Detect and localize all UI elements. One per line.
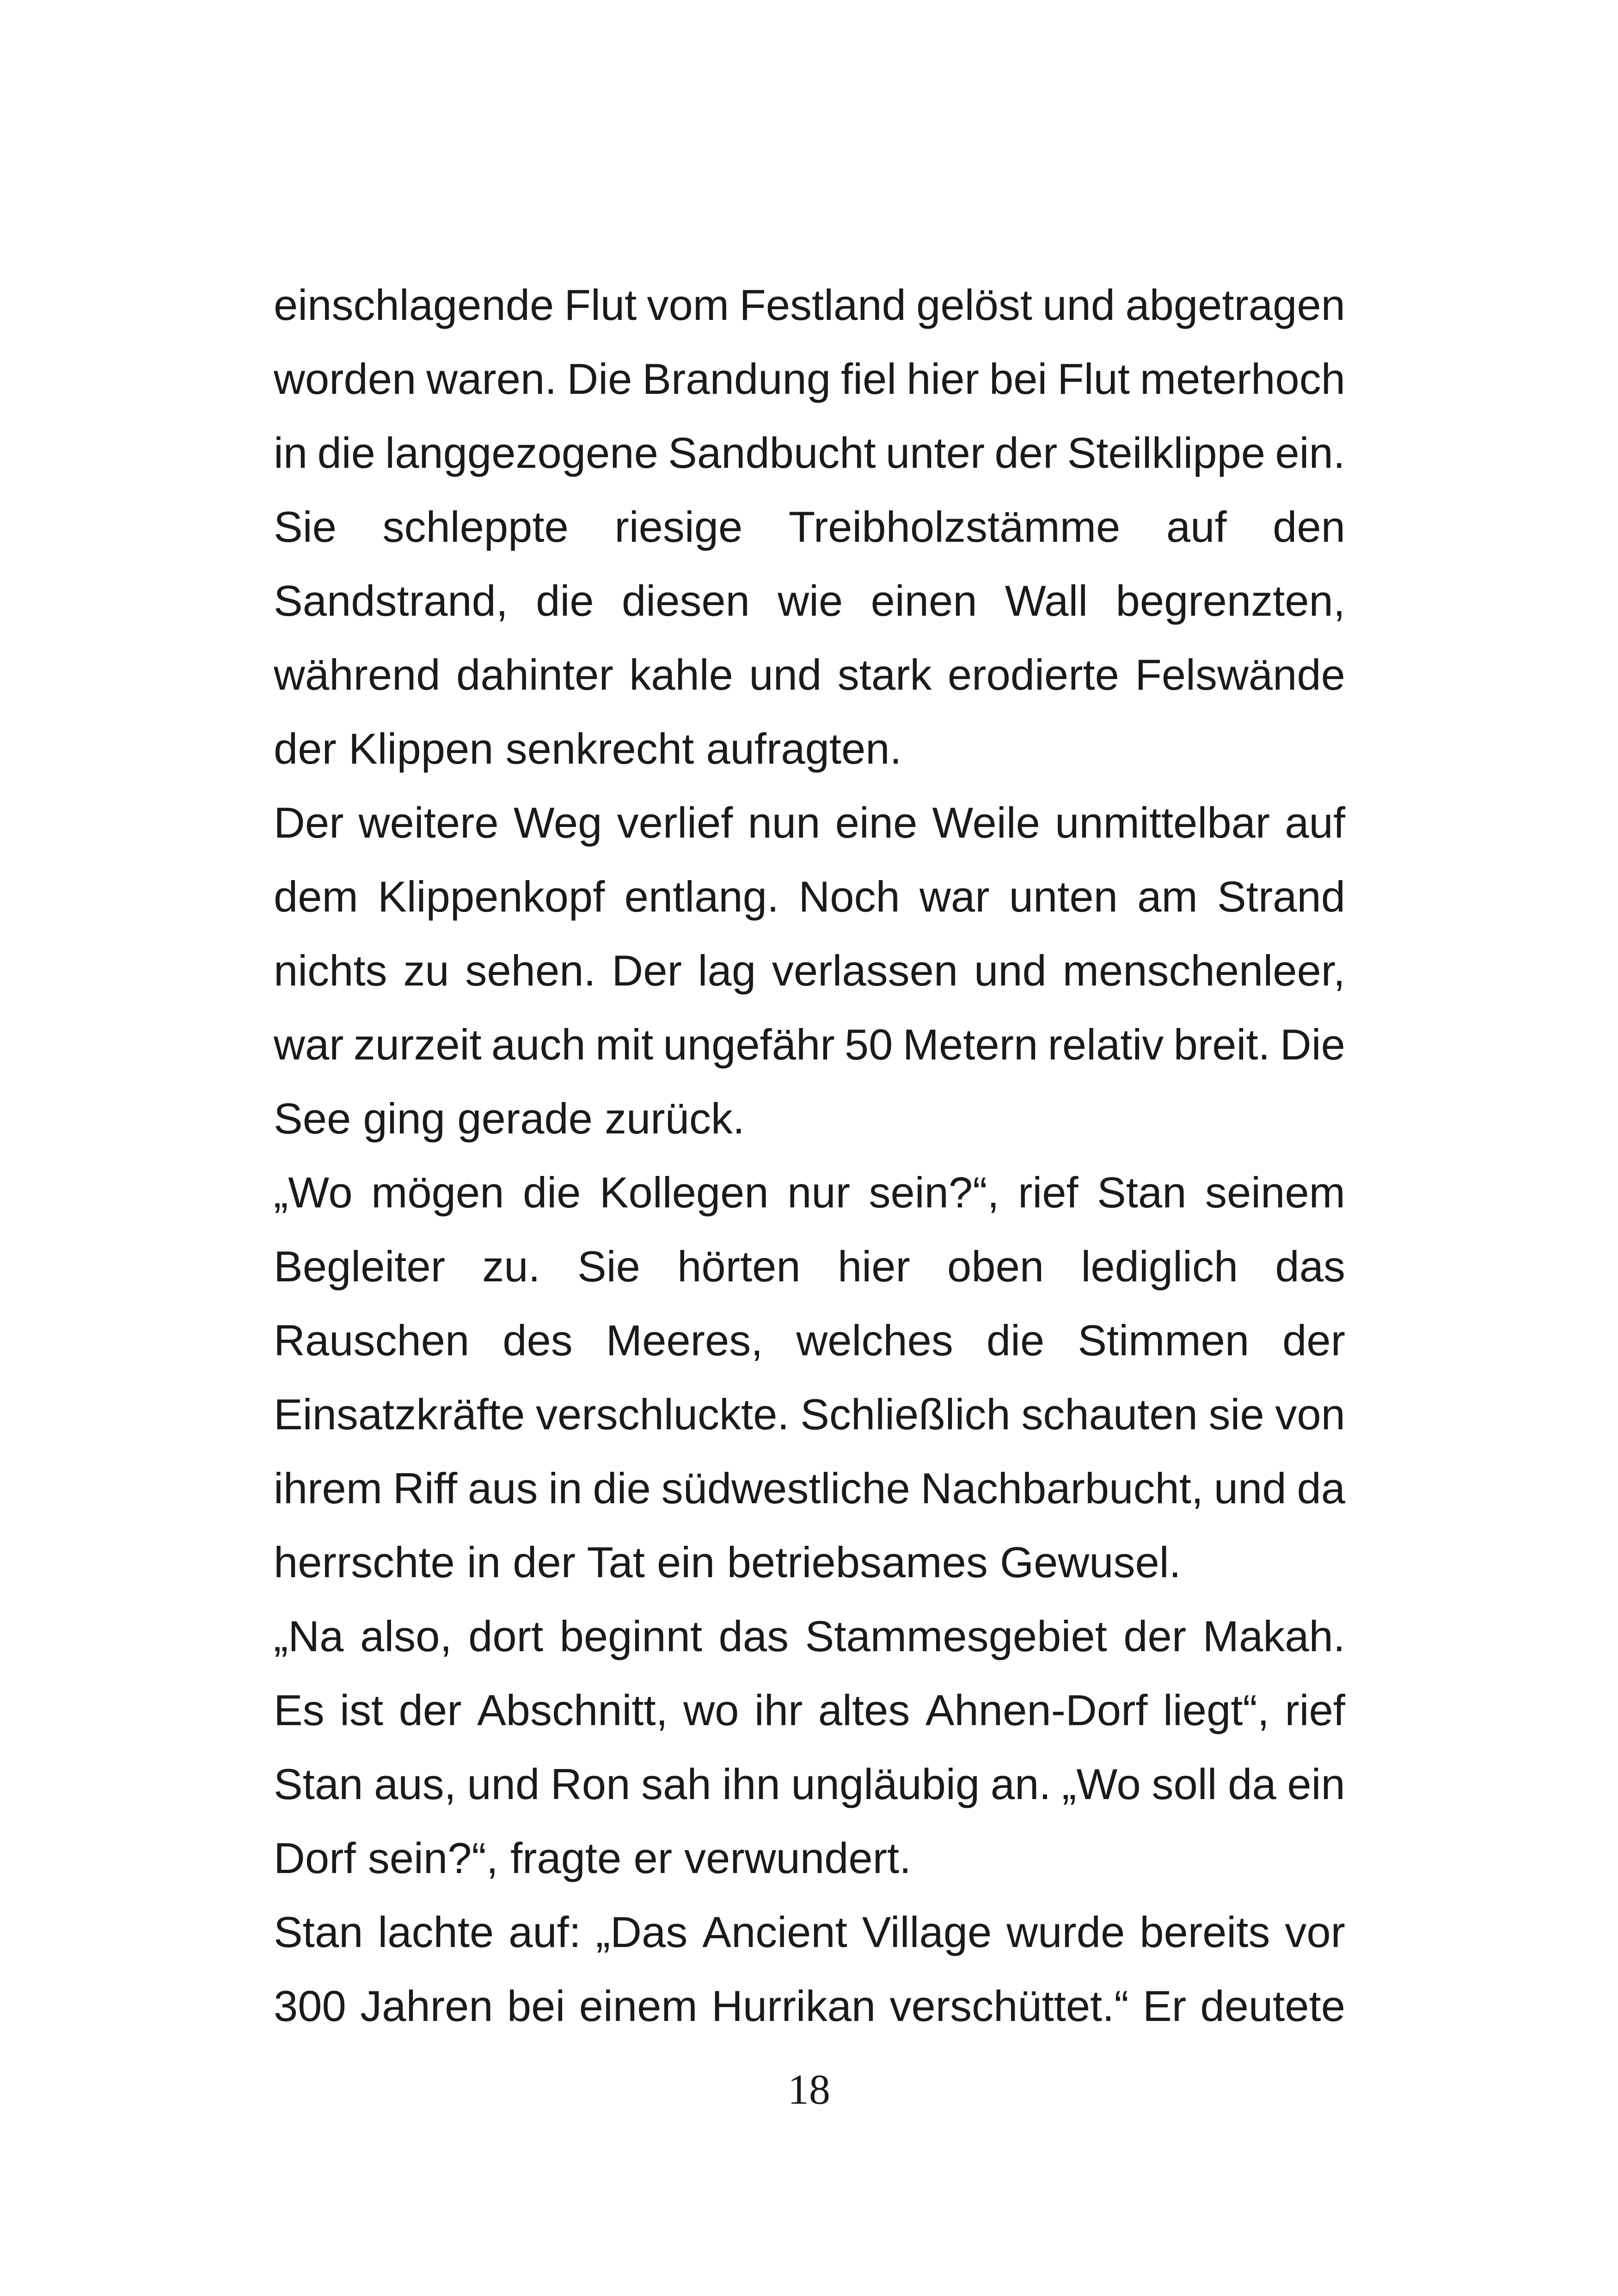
text-line: Es ist der Abschnitt, wo ihr altes Ahnen-Dorf liegt“, rief — [274, 1686, 1345, 1734]
text-line: in die langgezogene Sandbucht unter der Steilklippe ein. — [274, 429, 1345, 477]
text-line: dem Klippenkopf entlang. Noch war unten am Strand — [274, 872, 1345, 921]
text-line: Der weitere Weg verlief nun eine Weile unmittelbar auf — [274, 798, 1345, 847]
text-line: Stan aus, und Ron sah ihn ungläubig an. „Wo soll da ein — [274, 1760, 1345, 1808]
text-line: war zurzeit auch mit ungefähr 50 Metern relativ breit. Die — [274, 1020, 1345, 1069]
page-number: 18 — [788, 2066, 830, 2113]
text-line: „Wo mögen die Kollegen nur sein?“, rief Stan seinem — [274, 1168, 1345, 1217]
text-line: „Na also, dort beginnt das Stammesgebiet der Makah. — [274, 1612, 1345, 1660]
text-line: Sie schleppte riesige Treibholzstämme auf den — [274, 502, 1345, 551]
text-line: Sandstrand, die diesen wie einen Wall begrenzten, — [274, 576, 1345, 625]
text-line: nichts zu sehen. Der lag verlassen und menschenleer, — [274, 946, 1345, 995]
text-line: See ging gerade zurück. — [274, 1094, 745, 1143]
text-line: einschlagende Flut vom Festland gelöst und abgetragen — [274, 281, 1345, 329]
text-line: während dahinter kahle und stark erodierte Felswände — [274, 650, 1345, 699]
text-line: herrschte in der Tat ein betriebsames Gewusel. — [274, 1538, 1181, 1586]
text-line: Dorf sein?“, fragte er verwundert. — [274, 1834, 912, 1882]
text-line: 300 Jahren bei einem Hurrikan verschüttet.“ Er deutete — [274, 1982, 1345, 2030]
text-line: Begleiter zu. Sie hörten hier oben lediglich das — [274, 1242, 1345, 1291]
text-line: Einsatzkräfte verschluckte. Schließlich schauten sie von — [274, 1390, 1345, 1439]
body-text — [274, 268, 1345, 2043]
text-line: worden waren. Die Brandung fiel hier bei Flut meterhoch — [274, 355, 1345, 403]
text-line: Rauschen des Meeres, welches die Stimmen der — [274, 1316, 1345, 1365]
text-line: der Klippen senkrecht aufragten. — [274, 724, 902, 773]
text-line: Stan lachte auf: „Das Ancient Village wurde bereits vor — [274, 1908, 1345, 1956]
text-line: ihrem Riff aus in die südwestliche Nachbarbucht, und da — [274, 1464, 1345, 1512]
